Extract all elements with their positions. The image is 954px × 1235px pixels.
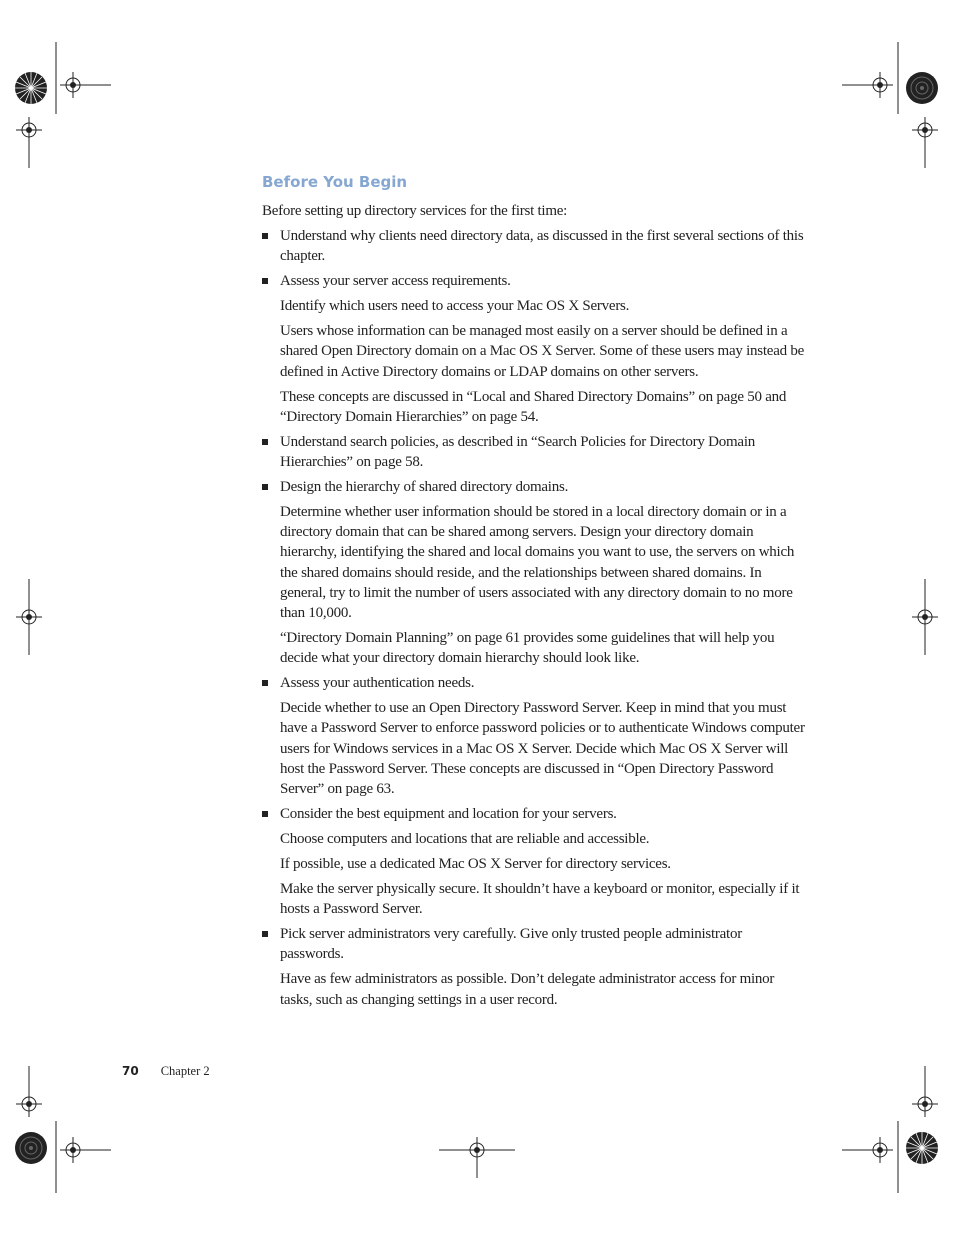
registration-target — [842, 1137, 893, 1163]
concentric-mark — [15, 1132, 47, 1164]
chapter-label: Chapter 2 — [160, 1064, 210, 1078]
bullet-item — [262, 477, 807, 497]
detail-paragraph: “Directory Domain Planning” on page 61 provides some guidelines that will help you decide what your directory domain hierarchy should look like. — [280, 630, 775, 667]
starburst-mark — [15, 72, 47, 104]
bullet-square-icon — [262, 931, 268, 937]
bullet-item — [262, 226, 807, 266]
detail-paragraph: Identify which users need to access your Mac OS X Servers. — [280, 298, 630, 315]
bullet-text: Consider the best equipment and location for your servers. — [280, 806, 617, 823]
registration-target — [842, 72, 893, 98]
registration-target — [60, 1137, 111, 1163]
bullet-item — [262, 271, 807, 291]
registration-target — [439, 1137, 515, 1178]
bullet-item — [262, 924, 807, 964]
detail-paragraph: Make the server physically secure. It shouldn’t have a keyboard or monitor, especially if it hosts a Password Server. — [280, 881, 800, 918]
body-text — [262, 201, 807, 1015]
bullet-text: Assess your authentication needs. — [280, 675, 475, 692]
starburst-mark — [906, 1132, 938, 1164]
page-number: 70 — [122, 1064, 139, 1078]
detail-paragraph: If possible, use a dedicated Mac OS X Server for directory services. — [280, 856, 671, 873]
bullet-square-icon — [262, 811, 268, 817]
bullet-square-icon — [262, 278, 268, 284]
bullet-text: Understand why clients need directory data, as discussed in the first several sections of this chapter. — [280, 228, 804, 265]
bullet-text: Design the hierarchy of shared directory domains. — [280, 479, 569, 496]
detail-paragraph: Choose computers and locations that are reliable and accessible. — [280, 831, 650, 848]
detail-paragraph: These concepts are discussed in “Local and Shared Directory Domains” on page 50 and “Directory Domain Hierarchies” on page 54. — [280, 388, 787, 425]
bullet-text: Understand search policies, as described in “Search Policies for Directory Domain Hierarchies” on page 58. — [280, 433, 755, 471]
page-footer — [122, 1064, 210, 1079]
intro-paragraph: Before setting up directory services for the first time: — [262, 203, 568, 219]
bullet-square-icon — [262, 233, 268, 239]
bullet-list — [262, 226, 807, 1010]
registration-target — [60, 72, 111, 98]
registration-target — [912, 117, 938, 168]
bullet-text: Pick server administrators very carefully. Give only trusted people administrator passwords. — [280, 926, 742, 963]
bullet-item — [262, 432, 807, 472]
registration-target — [912, 1066, 938, 1117]
bullet-square-icon — [262, 484, 268, 490]
bullet-square-icon — [262, 680, 268, 686]
bullet-item — [262, 804, 807, 824]
section-heading: Before You Begin — [262, 173, 408, 191]
concentric-mark — [906, 72, 938, 104]
registration-target — [16, 579, 42, 655]
bullet-square-icon — [262, 439, 268, 445]
detail-paragraph: Users whose information can be managed most easily on a server should be defined in a shared Open Directory domain on a Mac OS X Server. Some of these users may instead be defined in Active Directory domains or LDAP domains on other servers. — [280, 323, 805, 380]
detail-paragraph: Have as few administrators as possible. Don’t delegate administrator access for minor tasks, such as changing settings in a user record. — [280, 971, 775, 1008]
registration-target — [912, 579, 938, 655]
registration-target — [16, 1066, 42, 1117]
registration-target — [16, 117, 42, 168]
detail-paragraph: Decide whether to use an Open Directory Password Server. Keep in mind that you must have a Password Server to enforce password policies or to authenticate Windows computer users for Windows services in a Mac OS X Server. Decide which Mac OS X Server will host the Password Server. These concepts are discussed in “Open Directory Password Server” on page 63. — [280, 700, 805, 798]
detail-paragraph: Determine whether user information should be stored in a local directory domain or in a directory domain that can be shared among servers. Design your directory domain hierarchy, identifying the shared and local domains you want to use, the servers on which the shared domains should reside, and the relationships between shared domains. In general, try to limit the number of users associated with any directory domain to no more than 10,000. — [280, 504, 795, 622]
bullet-item — [262, 673, 807, 693]
bullet-text: Assess your server access requirements. — [280, 273, 511, 290]
